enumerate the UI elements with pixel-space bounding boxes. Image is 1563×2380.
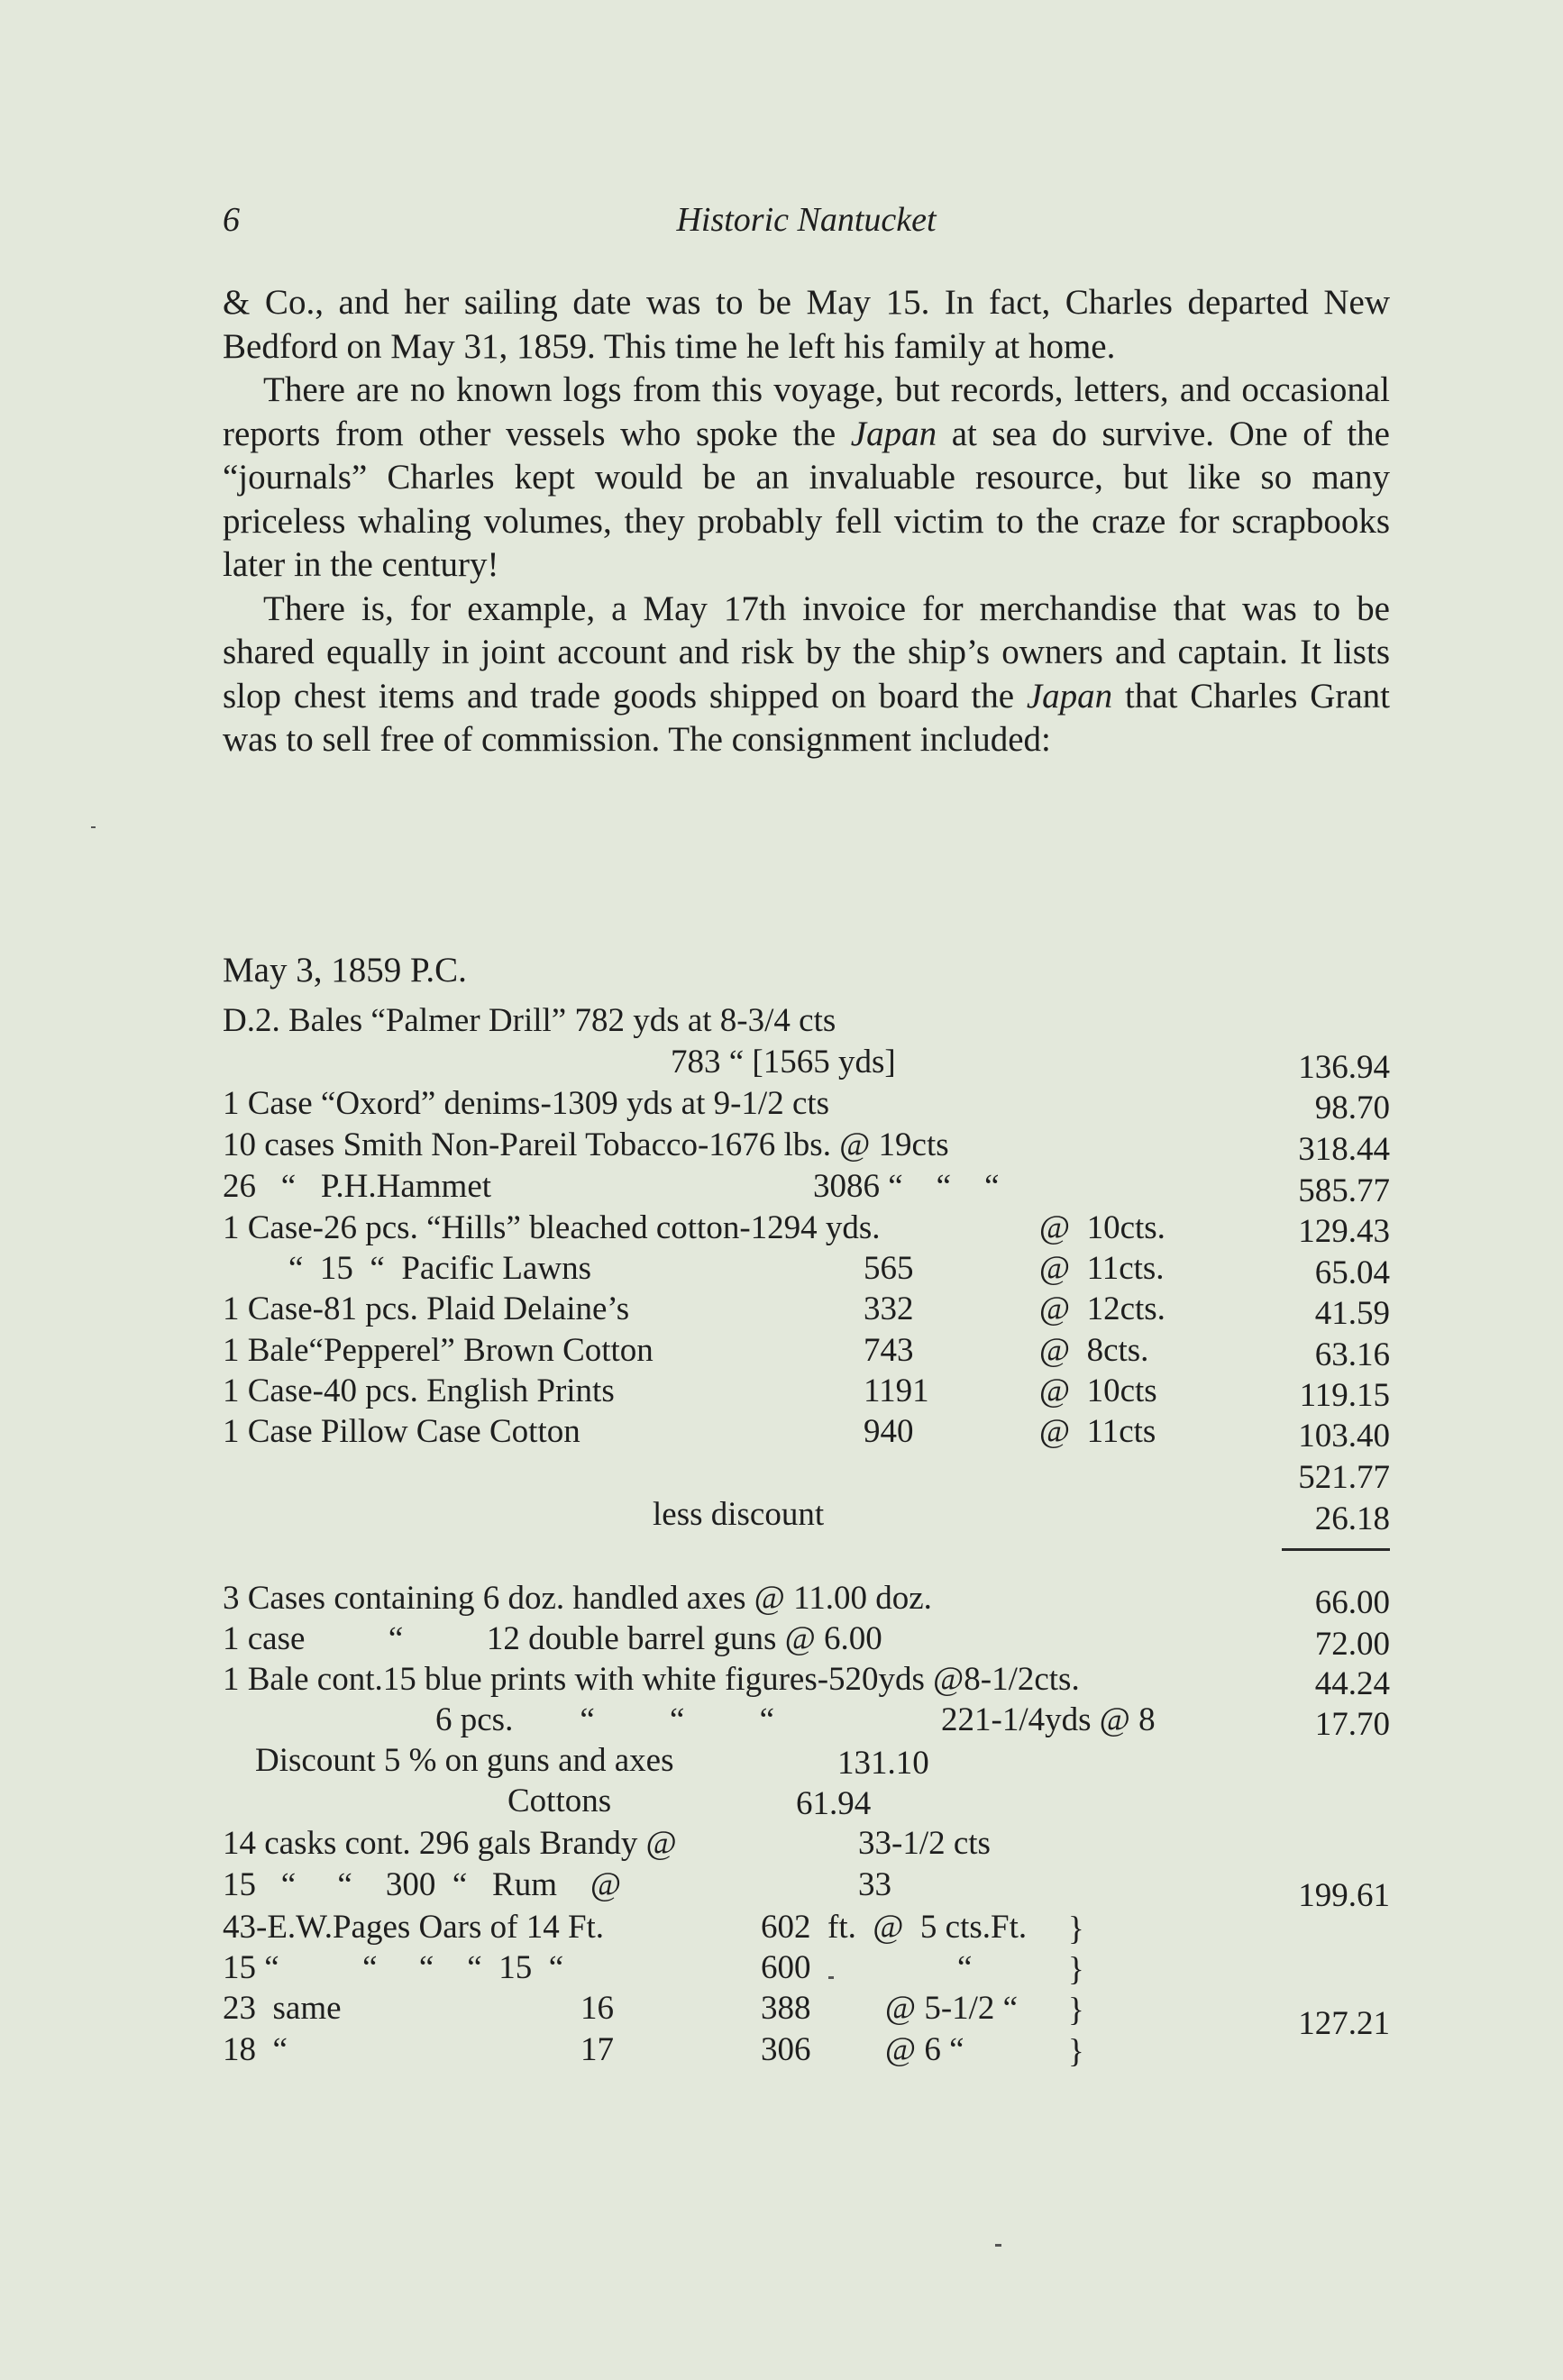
ledger-line: Cottons xyxy=(507,1783,612,1819)
ledger-line: 602 ft. @ 5 cts.Ft. xyxy=(761,1909,1028,1946)
ledger-line: 1 Bale“Pepperel” Brown Cotton xyxy=(223,1332,654,1369)
amount: 65.04 xyxy=(1314,1254,1390,1291)
ledger-line: 1 Case-40 pcs. English Prints xyxy=(223,1372,615,1409)
ledger-line: 1191 xyxy=(864,1372,929,1409)
ship-name: Japan xyxy=(850,414,937,453)
paragraph-text: that Charles Grant was to sell free of commission. The consignment included: xyxy=(223,676,1390,759)
ledger-line: 600 xyxy=(761,1949,811,1986)
ledger-line: 306 xyxy=(761,2031,811,2068)
amount: 63.16 xyxy=(1314,1336,1390,1373)
ledger-line: @ 11cts xyxy=(1039,1413,1156,1450)
ledger-line: Discount 5 % on guns and axes xyxy=(255,1742,674,1779)
ledger-line: 17 xyxy=(580,2031,614,2068)
ledger-line: “ xyxy=(957,1949,973,1986)
ledger-line: @ 6 “ xyxy=(885,2031,964,2068)
body-text xyxy=(223,281,1390,762)
paragraph-text: There is, for example, a May 17th invoice for merchandise that was to be shared equally in joint account and risk by the ship’s owners and captain. It lists slop chest items and trade goods shipped on board the xyxy=(223,588,1390,716)
ledger-line: 18 “ xyxy=(223,2031,288,2068)
ledger-line: 332 xyxy=(864,1290,914,1327)
ledger-line: @ 11cts. xyxy=(1039,1250,1165,1287)
ledger-line: 1 case “ 12 double barrel guns @ 6.00 xyxy=(223,1620,882,1657)
ledger-line: 3086 “ “ “ xyxy=(813,1168,1000,1205)
paragraph: & Co., and her sailing date was to be May 15. In fact, Charles departed New Bedford on May 31, 1859. This time he left his family at home. xyxy=(223,283,1390,366)
ledger-line: @ 10cts xyxy=(1039,1372,1157,1409)
amount: 585.77 xyxy=(1298,1172,1390,1209)
amount: 318.44 xyxy=(1298,1131,1390,1168)
ledger-line: @ 8cts. xyxy=(1039,1332,1149,1369)
ledger-line: 61.94 xyxy=(796,1785,872,1822)
ink-speck xyxy=(828,1976,834,1979)
ledger-line: 1 Bale cont.15 blue prints with white figures-520yds @8-1/2cts. xyxy=(223,1661,1080,1698)
paragraph-text: There are no known logs from this voyage, but records, letters, and occasional reports from other vessels who spoke the xyxy=(223,370,1390,453)
ledger-line: 221-1/4yds @ 8 xyxy=(941,1701,1156,1738)
ledger-line: 10 cases Smith Non-Pareil Tobacco-1676 lbs. @ 19cts xyxy=(223,1126,949,1163)
paragraph xyxy=(223,588,1390,762)
ledger-line: 6 pcs. “ “ “ xyxy=(435,1701,775,1738)
amount: 199.61 xyxy=(1298,1877,1390,1914)
ledger-line: less discount xyxy=(653,1496,825,1533)
amount: 26.18 xyxy=(1314,1500,1390,1537)
amount: 136.94 xyxy=(1298,1049,1390,1086)
page-number: 6 xyxy=(223,201,240,239)
ledger-line: 131.10 xyxy=(837,1745,929,1782)
ledger-line: 43-E.W.Pages Oars of 14 Ft. xyxy=(223,1909,605,1946)
ledger-line: @ 12cts. xyxy=(1039,1290,1165,1327)
amount: 17.70 xyxy=(1314,1706,1390,1743)
ledger-date: May 3, 1859 P.C. xyxy=(223,951,467,989)
scan-speck xyxy=(995,2244,1001,2247)
amount: 127.21 xyxy=(1298,2005,1390,2042)
running-title: Historic Nantucket xyxy=(676,201,937,239)
ledger-line: 565 xyxy=(864,1250,914,1287)
ledger-line: @ 5-1/2 “ xyxy=(885,1990,1019,2027)
amount: 119.15 xyxy=(1299,1377,1390,1414)
ledger-line: D.2. Bales “Palmer Drill” 782 yds at 8-3/4 cts xyxy=(223,1002,836,1039)
amount: 98.70 xyxy=(1314,1090,1390,1126)
ledger-line: 33 xyxy=(858,1866,891,1903)
ledger-line: 23 same xyxy=(223,1990,342,2027)
ship-name: Japan xyxy=(1026,676,1113,716)
ledger-line: 15 “ “ 300 “ Rum @ xyxy=(223,1866,622,1903)
amount: 41.59 xyxy=(1314,1295,1390,1332)
ledger-line: 14 casks cont. 296 gals Brandy @ xyxy=(223,1825,677,1862)
ledger-line: 33-1/2 cts xyxy=(858,1825,991,1862)
ledger-line: 1 Case-81 pcs. Plaid Delaine’s xyxy=(223,1290,630,1327)
amount: 44.24 xyxy=(1314,1665,1390,1702)
ledger-line: “ 15 “ Pacific Lawns xyxy=(288,1250,591,1287)
amount: 103.40 xyxy=(1298,1418,1390,1454)
page-header xyxy=(223,200,1390,245)
brace-mark: } xyxy=(1068,1910,1084,1947)
brace-mark: } xyxy=(1068,2033,1084,2070)
ledger-line: @ 10cts. xyxy=(1039,1209,1165,1246)
ledger-line: 1 Case Pillow Case Cotton xyxy=(223,1413,580,1450)
total-rule xyxy=(1282,1548,1390,1551)
ledger-line: 16 xyxy=(580,1990,614,2027)
ledger-line: 3 Cases containing 6 doz. handled axes @ 11.00 doz. xyxy=(223,1580,932,1617)
amount: 66.00 xyxy=(1314,1584,1390,1621)
ledger-line: 26 “ P.H.Hammet xyxy=(223,1168,492,1205)
brace-mark: } xyxy=(1068,1992,1084,2029)
ledger-line: 15 “ “ “ “ 15 “ xyxy=(223,1949,564,1986)
brace-mark: } xyxy=(1068,1951,1084,1988)
scan-speck xyxy=(91,826,96,828)
paragraph-text: at sea do survive. One of the “journals” Charles kept would be an invaluable resource, but like so many priceless whaling volumes, they probably fell victim to the craze for scrapbooks later in the century! xyxy=(223,414,1390,584)
ledger-line: 388 xyxy=(761,1990,811,2027)
amount: 521.77 xyxy=(1298,1459,1390,1496)
ledger-line: 743 xyxy=(864,1332,914,1369)
ledger-line: 940 xyxy=(864,1413,914,1450)
paragraph xyxy=(223,369,1390,588)
amount: 129.43 xyxy=(1298,1213,1390,1250)
ledger-line: 1 Case “Oxord” denims-1309 yds at 9-1/2 cts xyxy=(223,1085,830,1122)
ledger-line: 1 Case-26 pcs. “Hills” bleached cotton-1294 yds. xyxy=(223,1209,881,1246)
ledger-line: 783 “ [1565 yds] xyxy=(671,1044,896,1081)
amount: 72.00 xyxy=(1314,1626,1390,1663)
